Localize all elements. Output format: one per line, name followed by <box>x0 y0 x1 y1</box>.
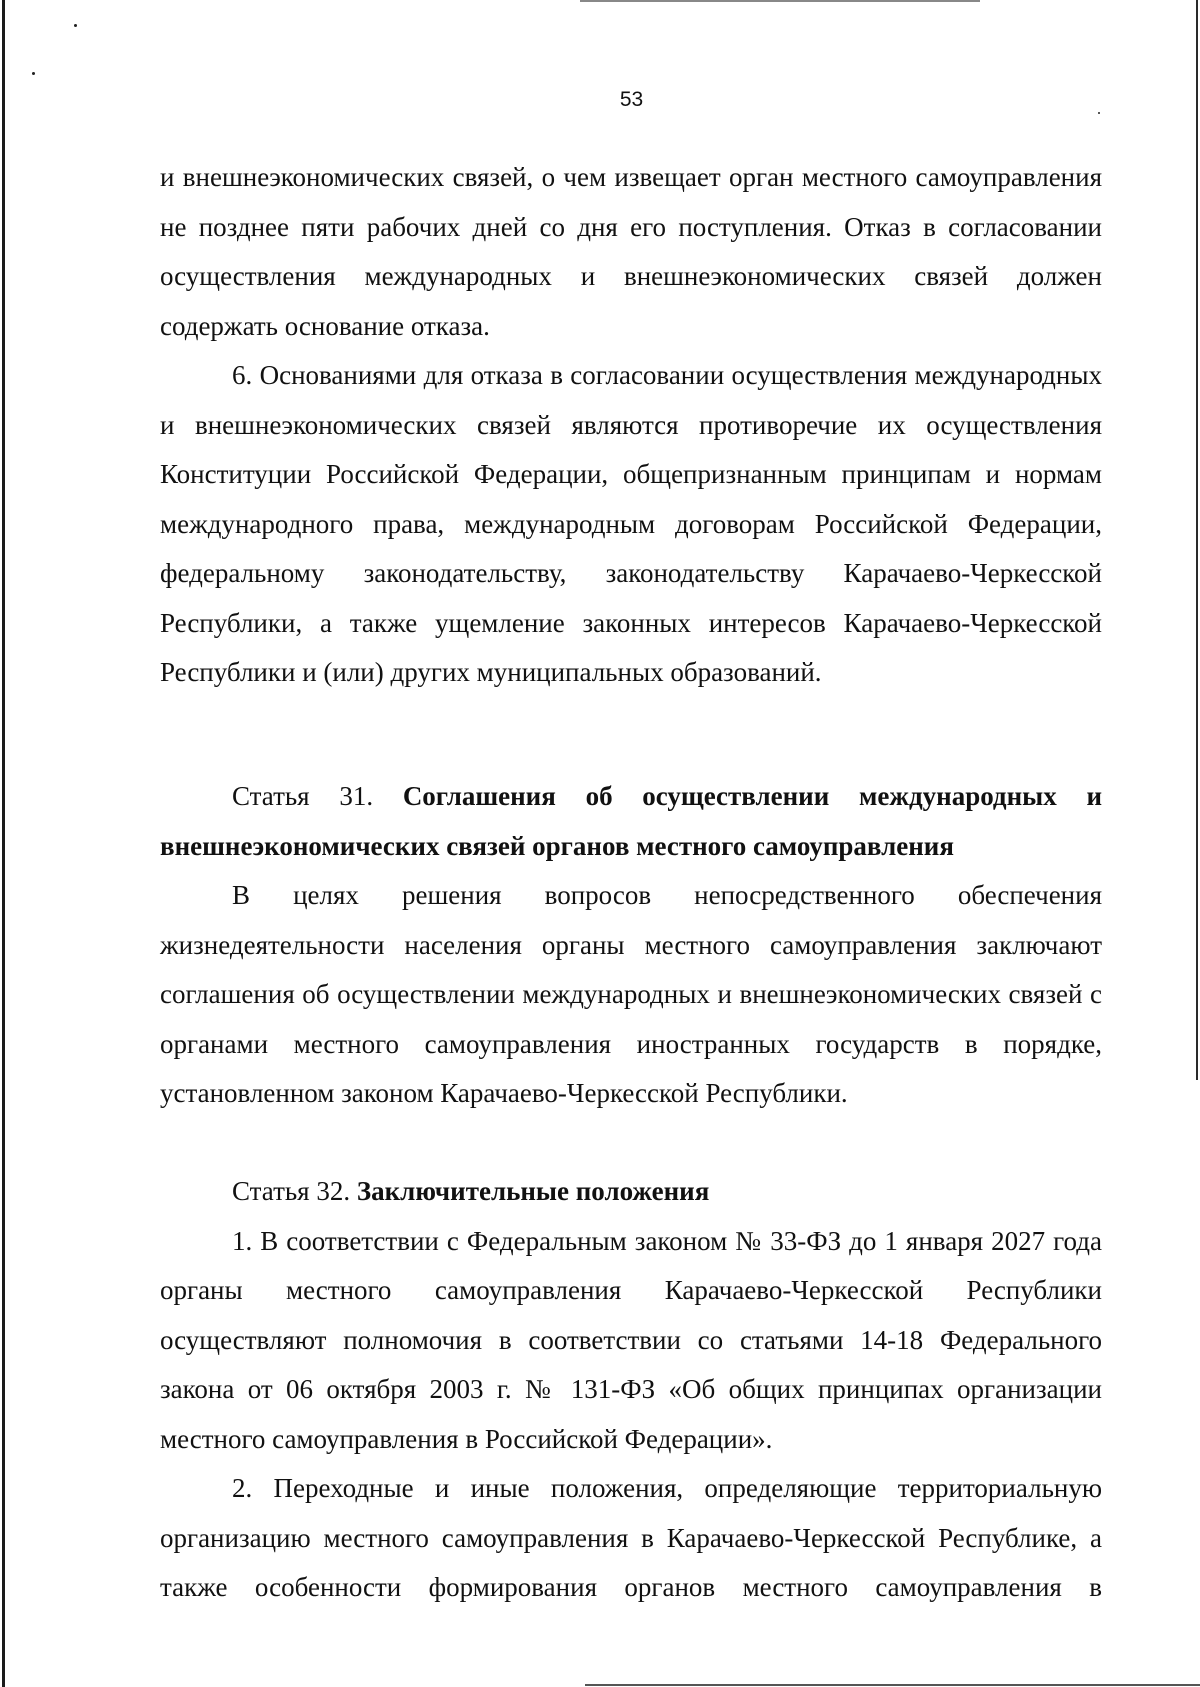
article-32-item-1: 1. В соответствии с Федеральным законом № 33-ФЗ до 1 января 2027 года органы местного самоуправления Карачаево-Черкесской Республики осуществляют полномочия в соответствии со статьями 14-18 Федерального закона от 06 октября 2003 г. № 131-ФЗ «Об общих принципах организации местного самоуправления в Российской Федерации». <box>160 1225 1102 1454</box>
scan-speck <box>74 24 77 27</box>
article-32-item-2: 2. Переходные и иные положения, определяющие территориальную организацию местного самоуправления в Карачаево-Черкесской Республике, а также особенности формирования органов местного самоуправления в <box>160 1473 1102 1602</box>
article-32 <box>160 1167 1102 1613</box>
article-31 <box>160 772 1102 1119</box>
scan-edge-right <box>1196 0 1198 1080</box>
article-32-label: Статья 32. <box>232 1176 351 1206</box>
article-32-title: Заключительные положения <box>356 1176 710 1206</box>
scan-speck <box>32 72 35 75</box>
text-top <box>160 153 1102 698</box>
article-32-heading <box>160 1167 1102 1217</box>
scan-edge-bottom <box>585 1684 1200 1686</box>
paragraph-item-6: 6. Основаниями для отказа в согласовании осуществления международных и внешнеэкономических связей являются противоречие их осуществления Конституции Российской Федерации, общепризнанным принципам и нормам международного права, международным договорам Российской Федерации, федеральному законодательству, законодательству Карачаево-Черкесской Республики, а также ущемление законных интересов Карачаево-Черкесской Республики и (или) других муниципальных образований. <box>160 360 1102 687</box>
scan-edge-left <box>2 0 5 1687</box>
article-31-heading <box>160 772 1102 871</box>
page-number: 53 <box>619 88 644 111</box>
article-31-label: Статья 31. <box>232 781 374 811</box>
article-31-title: Соглашения об осуществлении международных и внешнеэкономических связей органов местного самоуправления <box>160 781 1103 861</box>
paragraph-continuation: и внешнеэкономических связей, о чем извещает орган местного самоуправления не позднее пяти рабочих дней со дня его поступления. Отказ в согласовании осуществления международных и внешнеэкономических связей должен содержать основание отказа. <box>160 162 1102 341</box>
article-31-text: В целях решения вопросов непосредственного обеспечения жизнедеятельности населения органы местного самоуправления заключают соглашения об осуществлении международных и внешнеэкономических связей с органами местного самоуправления иностранных государств в порядке, установленном законом Карачаево-Черкесской Республики. <box>160 880 1102 1108</box>
scan-edge-top <box>580 0 980 2</box>
